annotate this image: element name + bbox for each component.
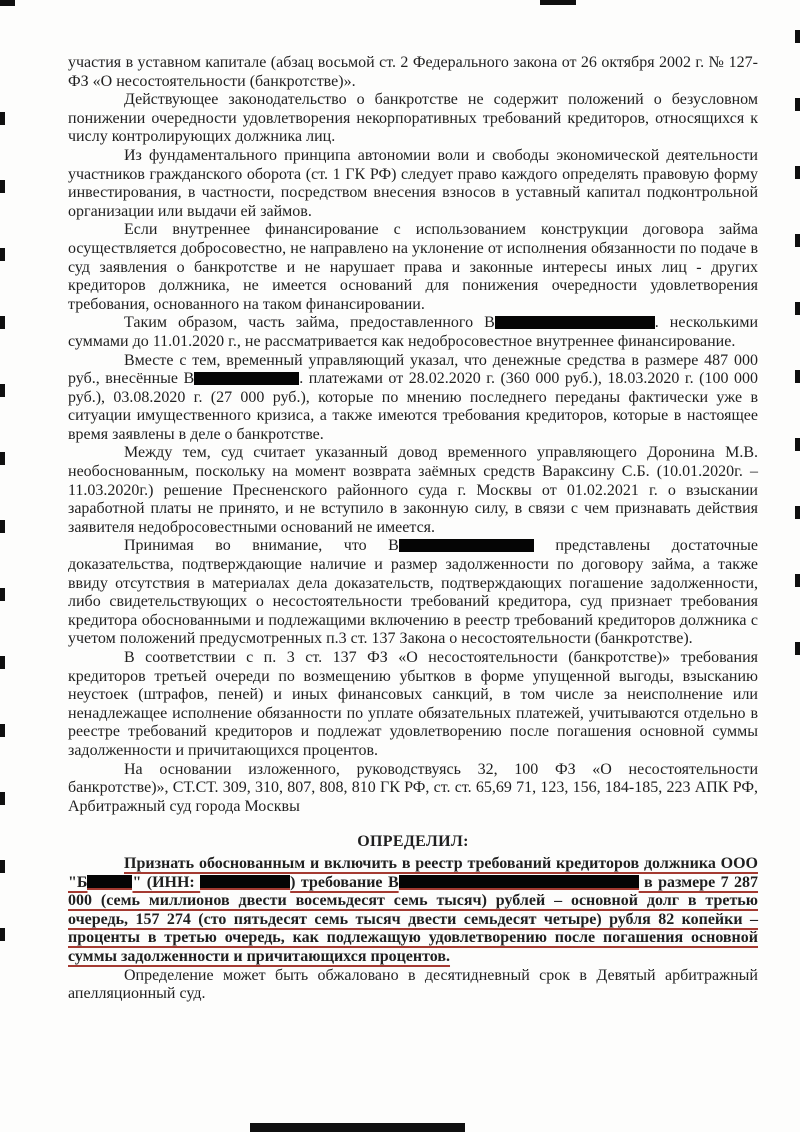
scan-edge-artifact (0, 724, 5, 737)
paragraph-internal-financing: Если внутреннее финансирование с использованием конструкции договора займа осуществляется добросовестно, не направлено на уклонение от исполнения обязанности по подаче в суд заявления о банкротстве и не нарушает права и законные интересы иных лиц - других кредиторов должника, не имеется оснований для понижения очередности удовлетворения требования, основанного на таком финансировании. (68, 221, 758, 313)
scan-edge-artifact (0, 384, 5, 397)
redaction-box (399, 539, 534, 552)
paragraph-operative: Признать обоснованным и включить в реестр требований кредиторов должника ООО "Б " (ИНН: ) требование В в размере 7 287 000 (семь миллионов двести восемьдесят семь тысяч) рублей – основной долг в третью очередь, 157 274 (сто пятьдесят семь тысяч двести семьдесят четыре) рубля 82 копейки – проценты в третью очередь, как подлежащую удовлетворению после погашения основной суммы задолженности и причитающихся процентов. (68, 854, 759, 965)
paragraph-court-opinion: Между тем, суд считает указанный довод временного управляющего Доронина М.В. необоснованным, поскольку на момент возврата заёмных средств Вараксину С.Б. (10.01.2020г. – 11.03.2020г.) решение Пресненского районного суда г. Москвы от 01.02.2021 г. о взыскании заработной платы не принято, и не вступило в законную силу, в связи с чем признавать действия заявителя недобросовестными оснований не имеется. (68, 444, 758, 536)
scan-edge-artifact (795, 302, 800, 315)
scan-edge-artifact (795, 370, 800, 383)
scan-edge-artifact (795, 234, 800, 247)
scan-edge-artifact (795, 438, 800, 451)
scan-edge-artifact (0, 928, 5, 941)
paragraph-principle: Из фундаментального принципа автономии воли и свободы экономической деятельности участников гражданского оборота (ст. 1 ГК РФ) следует право каждого определять правовую форму инвестирования, в частности, посредством внесения взносов в уставный капитал подконтрольной организации или выдачи ей займов. (68, 146, 758, 220)
scan-edge-artifact (795, 506, 800, 519)
redaction-box (399, 875, 639, 890)
scan-edge-artifact (0, 0, 15, 6)
paragraph-appeal: Определение может быть обжаловано в десятидневный срок в Девятый арбитражный апелляционный суд. (68, 966, 758, 1003)
scan-edge-artifact (0, 316, 5, 329)
scan-edge-artifact (0, 452, 5, 465)
scan-edge-artifact (0, 180, 5, 193)
scan-edge-artifact (0, 112, 5, 125)
scan-edge-artifact (250, 1123, 465, 1132)
paragraph-article-137: В соответствии с п. 3 ст. 137 ФЗ «О несостоятельности (банкротстве)» требования кредиторов третьей очереди по возмещению убытков в форме упущенной выгоды, взысканию неустоек (штрафов, пеней) и иных финансовых санкций, в том числе за неисполнение или ненадлежащее исполнение обязанности по уплате обязательных платежей, учитываются отдельно в реестре требований кредиторов и подлежат удовлетворению после погашения основной суммы задолженности и причитающихся процентов. (68, 649, 758, 759)
scan-edge-artifact (0, 588, 5, 601)
scan-edge-artifact (795, 98, 800, 111)
scan-edge-artifact (0, 248, 5, 261)
paragraph-loan-part: Таким образом, часть займа, предоставленного В . несколькими суммами до 11.01.2020 г., не рассматривается как недобросовестное внутреннее финансирование. (68, 314, 759, 350)
scan-edge-artifact (0, 520, 5, 533)
scan-edge-artifact (795, 574, 800, 587)
scan-edge-artifact (795, 30, 800, 43)
scan-edge-artifact (0, 860, 5, 873)
scan-edge-artifact (0, 656, 5, 669)
paragraph-evidence: Принимая во внимание, что В представлены достаточные доказательства, подтверждающие наличие и размер задолженности по договору займа, а также ввиду отсутствия в материалах дела доказательств, подтверждающих погашение задолженности, либо свидетельствующих о несостоятельности требований кредитора, суд признает требования кредитора обоснованными и подлежащими включению в реестр требований кредиторов должника с учетом положений предусмотренных п.3 ст. 137 Закона о несостоятельности (банкротстве). (68, 537, 758, 648)
scan-edge-artifact (540, 0, 576, 5)
redaction-box (87, 875, 132, 890)
redaction-box (200, 875, 290, 890)
scan-edge-artifact (0, 792, 5, 805)
document-body (68, 54, 758, 1004)
paragraph-ruling-basis: На основании изложенного, руководствуясь 32, 100 ФЗ «О несостоятельности банкротстве)», СТ.СТ. 309, 310, 807, 808, 810 ГК РФ, ст. ст. 65,69 71, 123, 156, 184-185, 223 АПК РФ, Арбитражный суд города Москвы (68, 760, 758, 815)
redaction-box (495, 316, 655, 329)
ruling-heading: ОПРЕДЕЛИЛ: (357, 833, 469, 851)
paragraph-continuation: участия в уставном капитале (абзац восьмой ст. 2 Федерального закона от 26 октября 2002 г. № 127-ФЗ «О несостоятельности (банкротстве)». (68, 54, 758, 90)
redaction-box (194, 372, 299, 385)
scan-edge-artifact (795, 166, 800, 179)
paragraph-manager-argument: Вместе с тем, временный управляющий указал, что денежные средства в размере 487 000 руб., внесённые В . платежами от 28.02.2020 г. (360 000 руб.), 18.03.2020 г. (100 000 руб.), 03.08.2020 г. (27 000 руб.), которые по мнению последнего переданы фактически уже в ситуации имущественного кризиса, а также имеются требования кредиторов, которые в настоящее время заявлены в деле о банкротстве. (68, 351, 759, 443)
paragraph-law-position: Действующее законодательство о банкротстве не содержит положений о безусловном понижении очередности удовлетворения некорпоративных требований кредиторов, относящихся к числу контролирующих должника лиц. (68, 91, 758, 146)
scan-edge-artifact (795, 642, 800, 655)
